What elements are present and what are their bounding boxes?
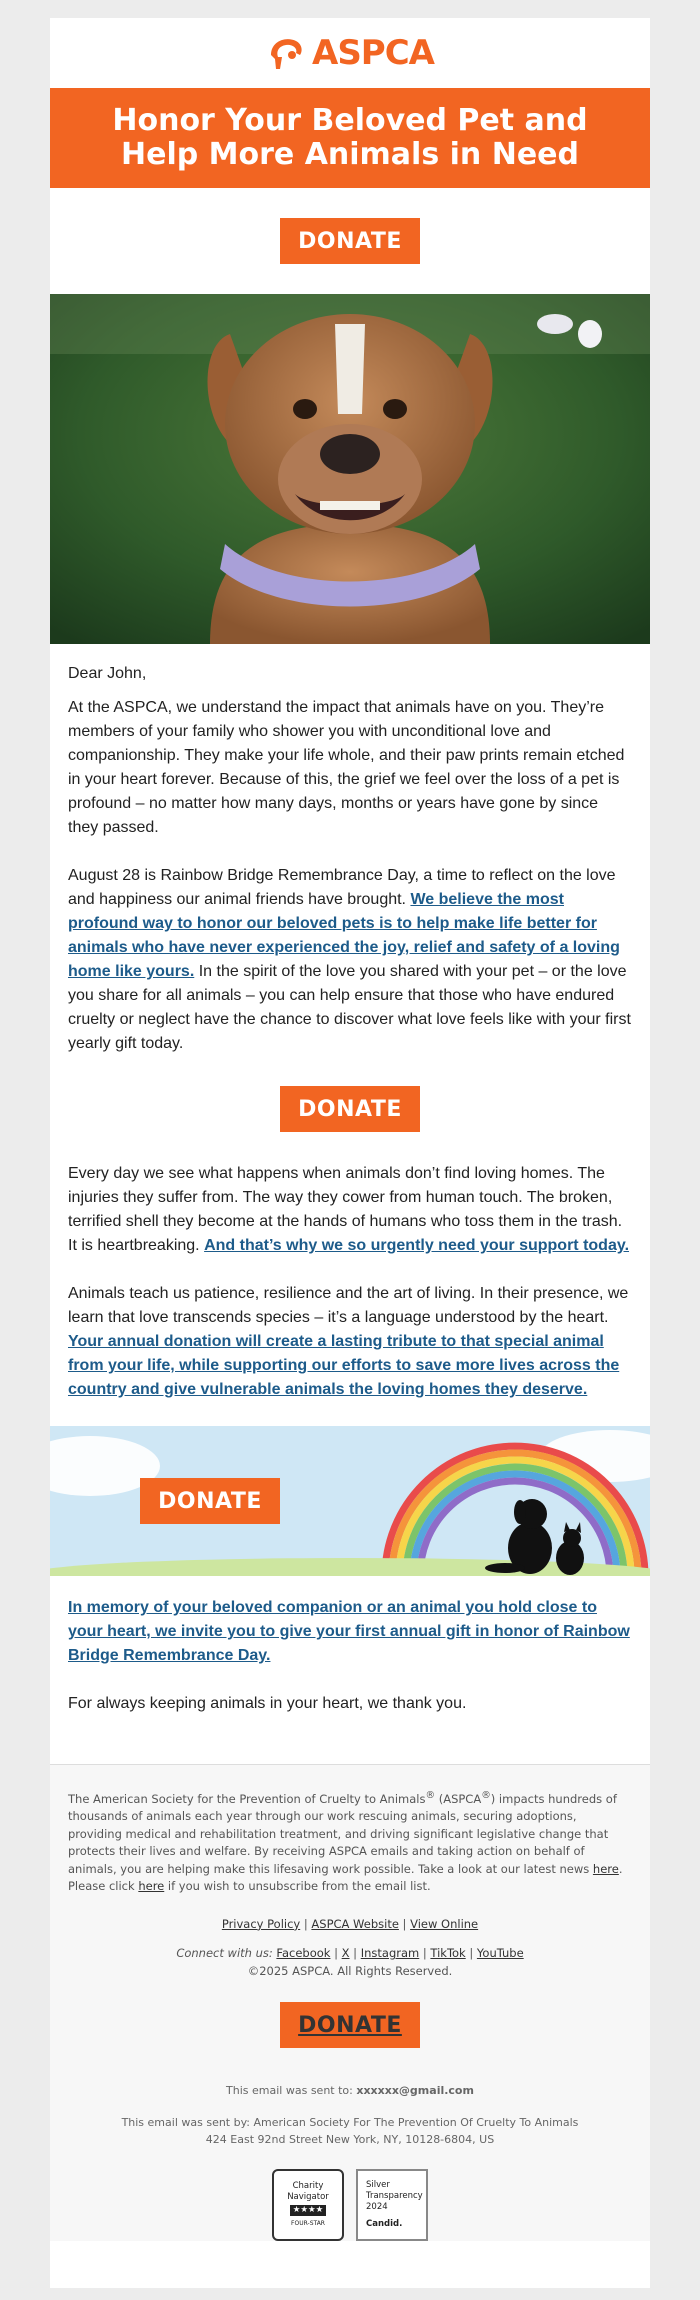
aspca-website-link[interactable]: ASPCA Website xyxy=(311,1916,399,1931)
dog-photo-icon xyxy=(50,294,650,644)
logo[interactable] xyxy=(50,18,650,88)
hero-dog-image[interactable] xyxy=(50,294,650,644)
greeting: Dear John, xyxy=(68,665,147,682)
footer xyxy=(50,1764,650,2241)
paragraph-4 xyxy=(68,1282,632,1402)
paragraph-5 xyxy=(68,1596,632,1668)
star-rating-icon: ★★★★ xyxy=(290,2205,326,2216)
letter-body-continued xyxy=(50,1162,650,1402)
sent-by: This email was sent by: American Society For The Prevention Of Cruelty To Animals xyxy=(121,2115,579,2129)
donate-button[interactable]: DONATE xyxy=(140,1478,280,1524)
support-today-link[interactable]: And that’s why we so urgently need your support today. xyxy=(204,1237,630,1254)
news-link[interactable]: here xyxy=(592,1861,619,1876)
sent-to: This email was sent to: xxxxxx@gmail.com xyxy=(226,2084,474,2098)
candid-transparency-badge[interactable]: Silver Transparency 2024 Candid. xyxy=(356,2169,428,2241)
paragraph-4-lead: Animals teach us patience, resilience and the art of living. In their presence, we learn that love transcends species – it’s a language understood by the heart. xyxy=(68,1285,629,1326)
paragraph-2-lead: August 28 is Rainbow Bridge Remembrance Day, a time to reflect on the love and happiness our animal friends have brought. xyxy=(68,867,616,908)
email-container xyxy=(50,18,650,2288)
donate-row-2 xyxy=(50,1056,650,1162)
memory-gift-link[interactable]: In memory of your beloved companion or an animal you hold close to your heart, we invite you to give your first annual gift in honor of Rainbow Bridge Remembrance Day. xyxy=(68,1599,630,1664)
mailing-address: 424 East 92nd Street New York, NY, 10128-6804, US xyxy=(205,2133,495,2147)
footer-links: Privacy Policy | ASPCA Website | View Online xyxy=(221,1916,479,1931)
letter-closing xyxy=(50,1596,650,1716)
privacy-policy-link[interactable]: Privacy Policy xyxy=(221,1916,301,1931)
paragraph-2 xyxy=(68,864,632,1056)
view-online-link[interactable]: View Online xyxy=(410,1916,479,1931)
donate-row-footer xyxy=(68,2002,632,2048)
facebook-link[interactable]: Facebook xyxy=(276,1946,331,1961)
recipient-email: xxxxxx@gmail.com xyxy=(356,2084,474,2098)
page-title: Honor Your Beloved Pet and Help More Animals in Need xyxy=(112,103,588,172)
copyright: ©2025 ASPCA. All Rights Reserved. xyxy=(247,1963,453,1978)
paragraph-2-tail: In the spirit of the love you shared with your pet – or the love you share for all animals – you can help ensure that those who have endured cruelty or neglect have the chance to discover what love feels like with your first yearly gift today. xyxy=(68,963,631,1052)
donate-button[interactable]: DONATE xyxy=(280,1086,420,1132)
annual-donation-link[interactable]: Your annual donation will create a lasting tribute to that special animal from your life, while supporting our efforts to save more lives across the country and give vulnerable animals the loving homes they deserve. xyxy=(68,1333,620,1398)
x-link[interactable]: X xyxy=(341,1946,350,1961)
closing-line: For always keeping animals in your heart, we thank you. xyxy=(68,1695,467,1712)
rainbow-banner[interactable] xyxy=(50,1426,650,1576)
paragraph-1: At the ASPCA, we understand the impact that animals have on you. They’re members of your family who shower you with unconditional love and companionship. They make your life whole, and their paw prints remain etched in your heart forever. Because of this, the grief we feel over the loss of a pet is profound – no matter how many days, months or years have gone by since they passed. xyxy=(68,699,625,836)
donate-row-1 xyxy=(50,188,650,294)
instagram-link[interactable]: Instagram xyxy=(360,1946,420,1961)
unsubscribe-link[interactable]: here xyxy=(138,1879,165,1894)
paragraph-3 xyxy=(68,1162,632,1258)
youtube-link[interactable]: YouTube xyxy=(476,1946,524,1961)
paragraph-3-lead: Every day we see what happens when animals don’t find loving homes. The injuries they suffer from. The way they cower from human touch. The broken, terrified shell they become at the hands of humans who toss them in the trash. It is heartbreaking. xyxy=(68,1165,623,1254)
header-banner xyxy=(50,88,650,188)
about-text: The American Society for the Prevention of Cruelty to Animals® (ASPCA®) impacts hundreds of thousands of animals each year through our work rescuing animals, securing adoptions, providing medical and rehabilitation treatment, and driving significant legislative change that protects their lives and welfare. By receiving ASPCA emails and taking action on behalf of animals, you are helping make this lifesaving work possible. Take a look at our latest news here. Please click here if you wish to unsubscribe from the email list. xyxy=(68,1790,623,1894)
donate-button[interactable]: DONATE xyxy=(280,2002,420,2048)
donate-button[interactable]: DONATE xyxy=(280,218,420,264)
charity-navigator-badge[interactable]: Charity Navigator ★★★★ FOUR-STAR xyxy=(272,2169,344,2241)
letter-body xyxy=(50,662,650,1056)
honor-pets-link[interactable]: We believe the most profound way to honor our beloved pets is to help make life better for animals who have never experienced the joy, relief and safety of a loving home like yours. xyxy=(68,891,620,980)
aspca-logo-icon xyxy=(266,33,306,73)
badges xyxy=(68,2169,632,2241)
tiktok-link[interactable]: TikTok xyxy=(430,1946,466,1961)
logo-text: ASPCA xyxy=(312,33,434,73)
social-links: Connect with us: Facebook | X | Instagram | TikTok | YouTube xyxy=(176,1946,524,1961)
